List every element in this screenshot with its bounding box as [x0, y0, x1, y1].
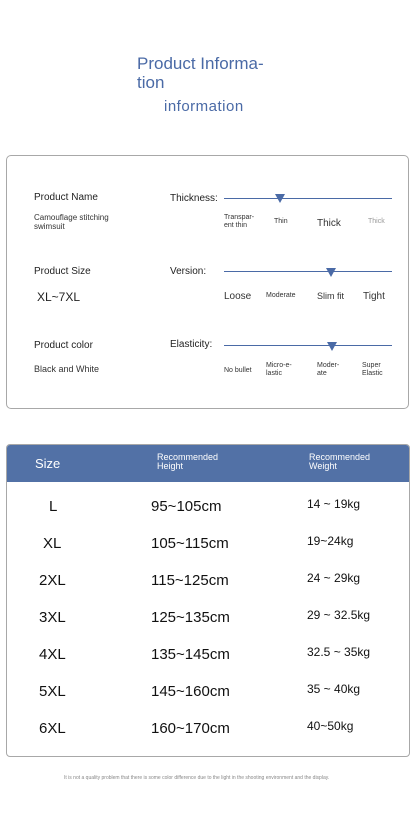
elasticity-marker — [327, 342, 337, 351]
size-cell: 2XL — [39, 572, 66, 589]
height-cell: 95~105cm — [151, 498, 222, 515]
product-info-card — [6, 155, 409, 409]
size-table-header — [7, 445, 409, 482]
elasticity-option: Super Elastic — [362, 362, 383, 377]
thickness-label: Thickness: — [170, 193, 218, 204]
elasticity-option: No bullet — [224, 367, 252, 374]
weight-cell: 24 ~ 29kg — [307, 571, 361, 585]
version-option: Tight — [363, 291, 385, 302]
page-subtitle: information — [164, 98, 244, 115]
version-track — [224, 271, 392, 272]
thickness-option: Transpar- ent thin — [224, 214, 255, 229]
height-cell: 160~170cm — [151, 720, 230, 737]
elasticity-option: Moder- ate — [317, 362, 340, 377]
product-size-label: Product Size — [34, 266, 91, 277]
product-name-value: Camouflage stitching swimsuit — [34, 213, 109, 231]
weight-cell: 19~24kg — [307, 534, 354, 548]
size-cell: XL — [43, 535, 62, 552]
elasticity-option: Micro-e- lastic — [266, 362, 292, 377]
header-weight: Recommended Weight — [309, 452, 371, 471]
size-cell: 6XL — [39, 720, 66, 737]
elasticity-track — [224, 345, 392, 346]
version-option: Moderate — [266, 292, 296, 299]
header-height: Recommended Height — [157, 452, 219, 471]
footnote: It is not a quality problem that there is some color difference due to the light in the shooting environment and the display. — [64, 775, 330, 781]
product-name-label: Product Name — [34, 192, 98, 203]
product-color-label: Product color — [34, 340, 93, 351]
version-option: Loose — [224, 291, 252, 302]
height-cell: 125~135cm — [151, 609, 230, 626]
weight-cell: 40~50kg — [307, 719, 354, 733]
elasticity-label: Elasticity: — [170, 339, 213, 350]
size-cell: 5XL — [39, 683, 66, 700]
weight-cell: 14 ~ 19kg — [307, 497, 361, 511]
version-option: Slim fit — [317, 291, 344, 301]
height-cell: 145~160cm — [151, 683, 230, 700]
weight-cell: 32.5 ~ 35kg — [307, 645, 371, 659]
version-label: Version: — [170, 266, 207, 277]
product-size-value: XL~7XL — [37, 290, 81, 304]
thickness-option: Thick — [317, 218, 341, 229]
height-cell: 115~125cm — [151, 572, 229, 589]
size-cell: L — [49, 498, 58, 515]
header-size: Size — [35, 456, 61, 471]
version-marker — [326, 268, 336, 277]
size-cell: 3XL — [39, 609, 66, 626]
height-cell: 135~145cm — [151, 646, 230, 663]
thickness-marker — [275, 194, 285, 203]
size-table — [6, 444, 410, 757]
height-cell: 105~115cm — [151, 535, 229, 552]
thickness-track — [224, 198, 392, 199]
product-color-value: Black and White — [34, 364, 100, 374]
size-cell: 4XL — [39, 646, 66, 663]
page-title: Product Informa- tion — [137, 54, 264, 92]
thickness-option: Thin — [274, 218, 288, 225]
weight-cell: 35 ~ 40kg — [307, 682, 361, 696]
weight-cell: 29 ~ 32.5kg — [307, 608, 371, 622]
thickness-option: Thick — [368, 218, 385, 225]
